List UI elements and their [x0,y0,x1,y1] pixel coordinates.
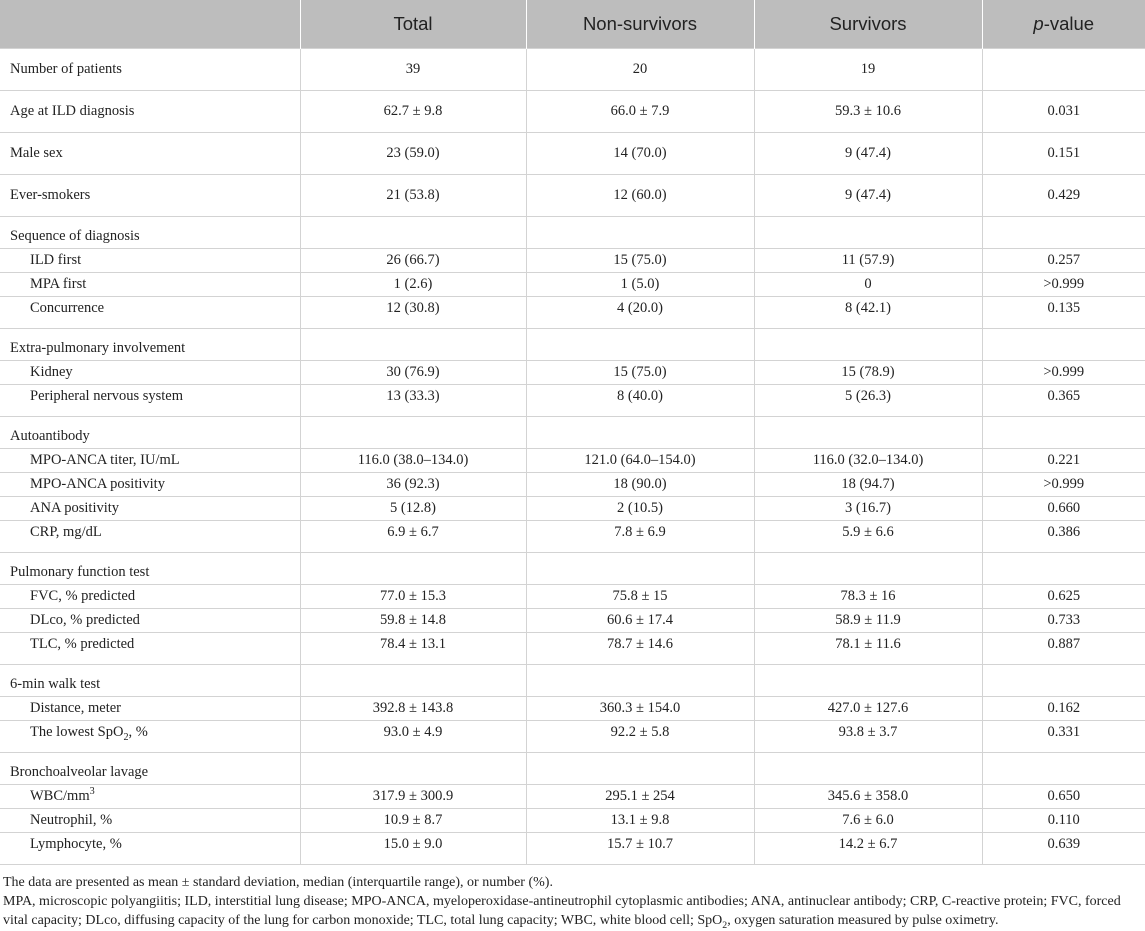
cell-non-survivors: 4 (20.0) [526,297,754,329]
cell-survivors: 9 (47.4) [754,133,982,175]
group-label-sequence: Sequence of diagnosis [0,217,300,249]
row-label: ILD first [0,249,300,273]
group-heading-row [0,329,1145,361]
table-row [0,175,1145,217]
cell-non-survivors: 60.6 ± 17.4 [526,609,754,633]
cell-survivors: 18 (94.7) [754,473,982,497]
cell-survivors: 93.8 ± 3.7 [754,721,982,753]
cell-total: 12 (30.8) [300,297,526,329]
row-label: Lymphocyte, % [0,833,300,865]
cell-survivors: 116.0 (32.0–134.0) [754,449,982,473]
table-row [0,273,1145,297]
group-heading-row [0,753,1145,785]
cell-total: 77.0 ± 15.3 [300,585,526,609]
cell-survivors: 7.6 ± 6.0 [754,809,982,833]
row-label: ANA positivity [0,497,300,521]
cell-non-survivors: 121.0 (64.0–154.0) [526,449,754,473]
header-total: Total [300,0,526,49]
group-heading-row [0,417,1145,449]
table-row [0,785,1145,809]
cell-non-survivors: 295.1 ± 254 [526,785,754,809]
row-label: Age at ILD diagnosis [0,91,300,133]
row-label: Distance, meter [0,697,300,721]
cell-non-survivors: 75.8 ± 15 [526,585,754,609]
table-row [0,249,1145,273]
cell-total: 93.0 ± 4.9 [300,721,526,753]
cell-non-survivors: 8 (40.0) [526,385,754,417]
cell-survivors: 9 (47.4) [754,175,982,217]
row-label: Peripheral nervous system [0,385,300,417]
group-label-autoantibody: Autoantibody [0,417,300,449]
cell-non-survivors: 18 (90.0) [526,473,754,497]
table-row [0,297,1145,329]
cell-p-value: 0.331 [982,721,1145,753]
header-p-value: p-value [982,0,1145,49]
cell-p-value: 0.429 [982,175,1145,217]
cell-total: 116.0 (38.0–134.0) [300,449,526,473]
header-blank [0,0,300,49]
table-row [0,497,1145,521]
row-label: Number of patients [0,49,300,91]
cell-p-value: 0.386 [982,521,1145,553]
cell-total: 26 (66.7) [300,249,526,273]
cell-non-survivors: 15 (75.0) [526,249,754,273]
cell-survivors: 345.6 ± 358.0 [754,785,982,809]
table-row [0,609,1145,633]
cell-non-survivors: 66.0 ± 7.9 [526,91,754,133]
table-row [0,833,1145,865]
cell-p-value: 0.162 [982,697,1145,721]
group-label-walk-test: 6-min walk test [0,665,300,697]
group-heading-row [0,217,1145,249]
group-label-extra-pulmonary: Extra-pulmonary involvement [0,329,300,361]
table-row [0,49,1145,91]
cell-p-value: 0.031 [982,91,1145,133]
cell-total: 10.9 ± 8.7 [300,809,526,833]
header-row [0,0,1145,49]
cell-total: 15.0 ± 9.0 [300,833,526,865]
cell-survivors: 427.0 ± 127.6 [754,697,982,721]
cell-non-survivors: 12 (60.0) [526,175,754,217]
table-row [0,809,1145,833]
cell-non-survivors: 1 (5.0) [526,273,754,297]
cell-p-value: 0.639 [982,833,1145,865]
cell-survivors: 8 (42.1) [754,297,982,329]
row-label: Male sex [0,133,300,175]
cell-total: 30 (76.9) [300,361,526,385]
cell-p-value: >0.999 [982,273,1145,297]
table-footnote [0,865,1145,930]
cell-p-value: 0.887 [982,633,1145,665]
row-label: WBC/$mm^3$ [0,785,300,809]
table-row [0,133,1145,175]
cell-survivors: 0 [754,273,982,297]
cell-total: 317.9 ± 300.9 [300,785,526,809]
footnote-data-presentation: The data are presented as mean ± standard deviation, median (interquartile range), or number (%). [3,875,553,890]
cell-survivors: 3 (16.7) [754,497,982,521]
table-row [0,91,1145,133]
cell-non-survivors: 92.2 ± 5.8 [526,721,754,753]
group-heading-row [0,553,1145,585]
cell-survivors: 11 (57.9) [754,249,982,273]
table-row [0,521,1145,553]
cell-p-value: 0.660 [982,497,1145,521]
row-label: MPA first [0,273,300,297]
cell-total: 21 (53.8) [300,175,526,217]
cell-survivors: 15 (78.9) [754,361,982,385]
cell-p-value: 0.110 [982,809,1145,833]
cell-p-value [982,49,1145,91]
group-label-pft: Pulmonary function test [0,553,300,585]
cell-total: 1 (2.6) [300,273,526,297]
cell-survivors: 59.3 ± 10.6 [754,91,982,133]
cell-p-value: 0.151 [982,133,1145,175]
cell-total: 392.8 ± 143.8 [300,697,526,721]
cell-non-survivors: 14 (70.0) [526,133,754,175]
row-label: MPO-ANCA titer, IU/mL [0,449,300,473]
row-label: TLC, % predicted [0,633,300,665]
cell-p-value: 0.650 [982,785,1145,809]
table-row [0,697,1145,721]
cell-total: 6.9 ± 6.7 [300,521,526,553]
cell-p-value: 0.625 [982,585,1145,609]
cell-survivors: 78.1 ± 11.6 [754,633,982,665]
row-label: Neutrophil, % [0,809,300,833]
cell-survivors: 19 [754,49,982,91]
cell-survivors: 58.9 ± 11.9 [754,609,982,633]
table-row [0,361,1145,385]
cell-p-value: 0.733 [982,609,1145,633]
group-heading-row [0,665,1145,697]
row-label: The lowest SpO$_2$, % [0,721,300,753]
cell-p-value: 0.221 [982,449,1145,473]
cell-survivors: 78.3 ± 16 [754,585,982,609]
row-label: CRP, mg/dL [0,521,300,553]
cell-p-value: >0.999 [982,361,1145,385]
table-row [0,449,1145,473]
header-non-survivors: Non-survivors [526,0,754,49]
cell-p-value: 0.365 [982,385,1145,417]
cell-p-value: >0.999 [982,473,1145,497]
cell-total: 78.4 ± 13.1 [300,633,526,665]
cell-survivors: 5 (26.3) [754,385,982,417]
cell-non-survivors: 20 [526,49,754,91]
table-row [0,721,1145,753]
cell-total: 23 (59.0) [300,133,526,175]
footnote-abbreviations: MPA, microscopic polyangiitis; ILD, interstitial lung disease; MPO-ANCA, myeloperoxidase-antineutrophil cytoplasmic antibodies; ANA, antinuclear antibody; CRP, C-reactive protein; FVC, forced vital capacity; DLco, diffusing capacity of the lung for carbon monoxide; TLC, total lung capacity; WBC, white blood cell; SpO$_2$, oxygen saturation measured by pulse oximetry. [3,894,1121,931]
table-row [0,385,1145,417]
cell-total: 13 (33.3) [300,385,526,417]
cell-total: 5 (12.8) [300,497,526,521]
row-label: DLco, % predicted [0,609,300,633]
cell-total: 36 (92.3) [300,473,526,497]
table-row [0,473,1145,497]
cell-non-survivors: 2 (10.5) [526,497,754,521]
row-label: MPO-ANCA positivity [0,473,300,497]
table-row [0,633,1145,665]
cell-non-survivors: 360.3 ± 154.0 [526,697,754,721]
cell-p-value: 0.135 [982,297,1145,329]
cell-non-survivors: 13.1 ± 9.8 [526,809,754,833]
cell-non-survivors: 15.7 ± 10.7 [526,833,754,865]
cell-p-value: 0.257 [982,249,1145,273]
row-label: Ever-smokers [0,175,300,217]
cell-total: 62.7 ± 9.8 [300,91,526,133]
cell-non-survivors: 78.7 ± 14.6 [526,633,754,665]
cell-survivors: 5.9 ± 6.6 [754,521,982,553]
cell-non-survivors: 7.8 ± 6.9 [526,521,754,553]
cell-total: 39 [300,49,526,91]
row-label: FVC, % predicted [0,585,300,609]
row-label: Concurrence [0,297,300,329]
group-label-bal: Bronchoalveolar lavage [0,753,300,785]
row-label: Kidney [0,361,300,385]
cell-total: 59.8 ± 14.8 [300,609,526,633]
cell-non-survivors: 15 (75.0) [526,361,754,385]
table-row [0,585,1145,609]
cell-survivors: 14.2 ± 6.7 [754,833,982,865]
header-survivors: Survivors [754,0,982,49]
